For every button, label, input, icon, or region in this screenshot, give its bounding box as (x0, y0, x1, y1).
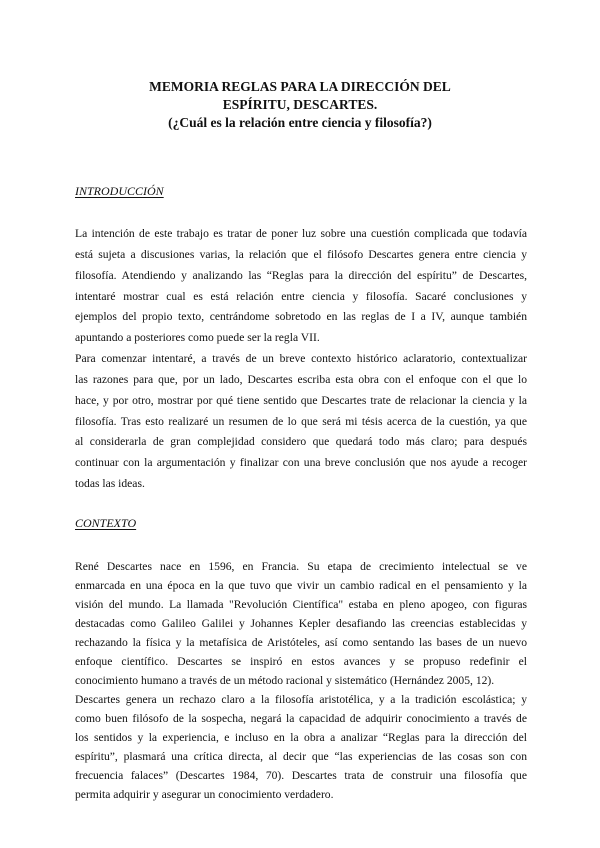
text-line: al considerarla de gran complejidad considero que quedará todo más claro; para después (75, 435, 527, 449)
text-line: espíritu”, plasmará una crítica directa, al decir que “las experiencias de las cosas son con (75, 750, 527, 763)
text-line: todas las ideas. (75, 477, 145, 491)
document-subtitle: (¿Cuál es la relación entre ciencia y filosofía?) (168, 115, 432, 130)
text-line: apuntando a posteriores como puede ser la regla VII. (75, 331, 320, 345)
section-heading-introduccion: INTRODUCCIÓN (75, 184, 164, 198)
text-line: René Descartes nace en 1596, en Francia. Su etapa de crecimiento intelectual se ve (75, 560, 527, 573)
text-line: ejemplos del propio texto, centrándome sobretodo en las reglas de I a IV, aunque también (75, 310, 527, 324)
text-line: La intención de este trabajo es tratar de poner luz sobre una cuestión complicada que todavía (75, 227, 527, 240)
text-line: visión del mundo. La llamada "Revolución Científica" estaba en pleno apogeo, con figuras (75, 598, 527, 611)
section-body-contexto (75, 557, 527, 804)
text-line: permita adquirir y asegurar un conocimiento verdadero. (75, 788, 334, 801)
text-line: intentaré mostrar cual es está relación entre ciencia y filosofía. Sacaré conclusiones y (75, 289, 527, 303)
text-line: Para comenzar intentaré, a través de un breve contexto histórico aclaratorio, contextualizar (75, 352, 527, 366)
document-title-line-1: MEMORIA REGLAS PARA LA DIRECCIÓN DEL (149, 79, 451, 94)
text-line: rechazando la física y la metafísica de Aristóteles, así como sentando las bases de un nuevo (75, 636, 527, 649)
text-line: los sentidos y la experiencia, e incluso en la obra a analizar “Reglas para la dirección del (75, 731, 527, 744)
text-line: continuar con la argumentación y finalizar con una breve conclusión que nos ayude a recoger (75, 456, 527, 470)
text-line: filosofía. Tras esto realizaré un resumen de lo que será mi tésis acerca de la cuestión, ya que (75, 414, 527, 428)
text-line: como buen filósofo de la sospecha, negará la capacidad de adquirir conocimiento a través de (75, 712, 527, 725)
text-line: destacadas como Galileo Galilei y Johannes Kepler desafiando las creencias establecidas y (75, 617, 527, 630)
section-body-introduccion (75, 224, 527, 495)
text-line: conocimiento humano a través de un método racional y sistemático (Hernández 2005, 12). (75, 674, 495, 687)
text-line: frecuencia falaces” (Descartes 1984, 70). Descartes trata de construir una filosofía que (75, 769, 527, 782)
text-line: hace, y por otro, mostrar por qué tiene sentido que Descartes trate de relacionar la ciencia y la (75, 393, 527, 407)
section-heading-contexto: CONTEXTO (75, 516, 137, 530)
text-line: las razones para que, por un lado, Descartes escriba esta obra con el enfoque con el que lo (75, 372, 527, 386)
text-line: enmarcada en una época en la que tuvo que vivir un cambio radical en el pensamiento y la (75, 579, 527, 592)
text-line: filosofía. Atendiendo y analizando las “Reglas para la dirección del espíritu” de Descartes, (75, 268, 527, 282)
document-title-line-2: ESPÍRITU, DESCARTES. (222, 97, 378, 112)
text-line: está sujeta a discusiones varias, la relación que el filósofo Descartes genera entre ciencia y (75, 247, 527, 261)
text-line: enfoque científico. Descartes se inspiró en estos avances y se propuso redefinir el (75, 655, 527, 668)
text-line: Descartes genera un rechazo claro a la filosofía aristotélica, y a la tradición escolástica; y (75, 693, 527, 706)
